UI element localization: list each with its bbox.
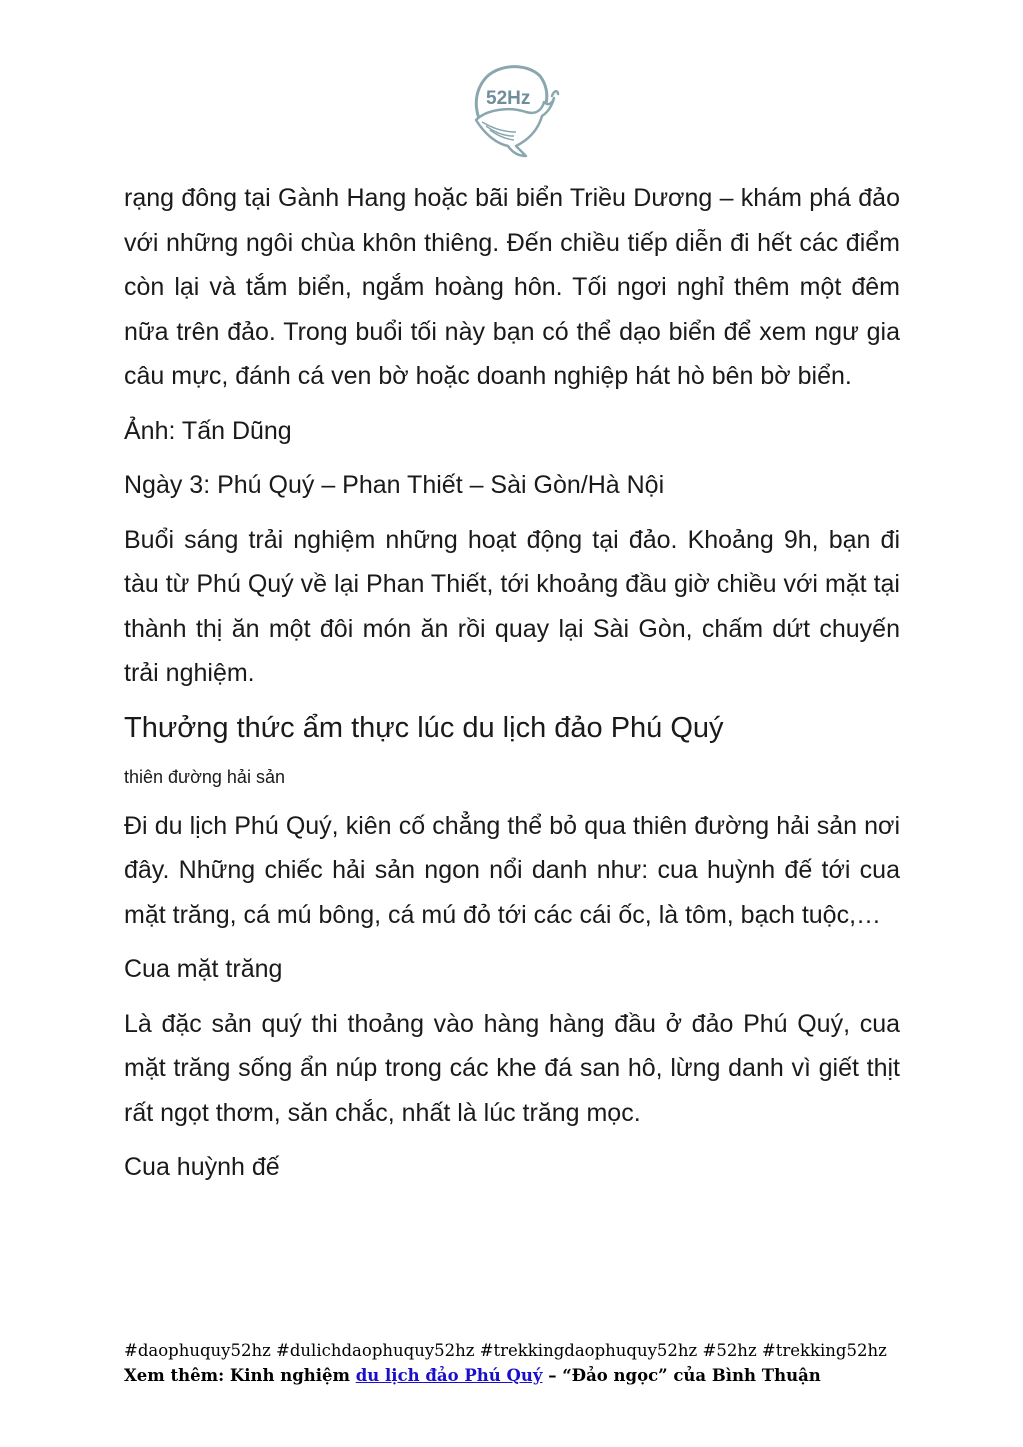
footer-read-more [124,1363,924,1388]
paragraph-seafood: Đi du lịch Phú Quý, kiên cố chẳng thể bỏ qua thiên đường hải sản nơi đây. Những chiếc hải sản ngon nổi danh như: cua huỳnh đế tới cua mặt trăng, cá mú bông, cá mú đỏ tới các cái ốc, là tôm, bạch tuộc,… [124,811,900,929]
day3-title: Ngày 3: Phú Quý – Phan Thiết – Sài Gòn/Hà Nội [124,471,665,499]
section-heading-cuisine: Thưởng thức ẩm thực lúc du lịch đảo Phú Quý [124,711,724,744]
whale-logo-icon [468,60,560,160]
subheading-cua-huynh-de: Cua huỳnh đế [124,1153,280,1181]
read-more-prefix: Xem thêm: Kinh nghiệm [124,1366,356,1385]
footer-hashtags: #daophuquy52hz #dulichdaophuquy52hz #trekkingdaophuquy52hz #52hz #trekking52hz [124,1341,887,1360]
article-body [124,176,900,1200]
paragraph-day3: Buổi sáng trải nghiệm những hoạt động tại đảo. Khoảng 9h, bạn đi tàu từ Phú Quý về lại Phan Thiết, tới khoảng đầu giờ chiều với mặt tại thành thị ăn một đôi món ăn rồi quay lại Sài Gòn, chấm dứt chuyến trải nghiệm. [124,525,900,687]
page-footer [124,1338,924,1388]
logo-text: 52Hz [486,88,531,109]
read-more-link[interactable]: du lịch đảo Phú Quý [355,1366,543,1385]
paragraph-day2-end: rạng đông tại Gành Hang hoặc bãi biển Triều Dương – khám phá đảo với những ngôi chùa khôn thiêng. Đến chiều tiếp diễn đi hết các điểm còn lại và tắm biển, ngắm hoàng hôn. Tối ngơi nghỉ thêm một đêm nữa trên đảo. Trong buổi tối này bạn có thể dạo biển để xem ngư gia câu mực, đánh cá ven bờ hoặc doanh nghiệp hát hò bên bờ biển. [124,184,900,390]
photo-credit: Ảnh: Tấn Dũng [124,416,292,445]
paragraph-cua-mat-trang: Là đặc sản quý thi thoảng vào hàng hàng đầu ở đảo Phú Quý, cua mặt trăng sống ẩn núp trong các khe đá san hô, lừng danh vì giết thịt rất ngọt thơm, săn chắc, nhất là lúc trăng mọc. [124,1009,900,1127]
subheading-cua-mat-trang: Cua mặt trăng [124,955,283,983]
image-caption: thiên đường hải sản [124,766,285,787]
read-more-suffix: – “Đảo ngọc” của Bình Thuận [542,1366,821,1385]
